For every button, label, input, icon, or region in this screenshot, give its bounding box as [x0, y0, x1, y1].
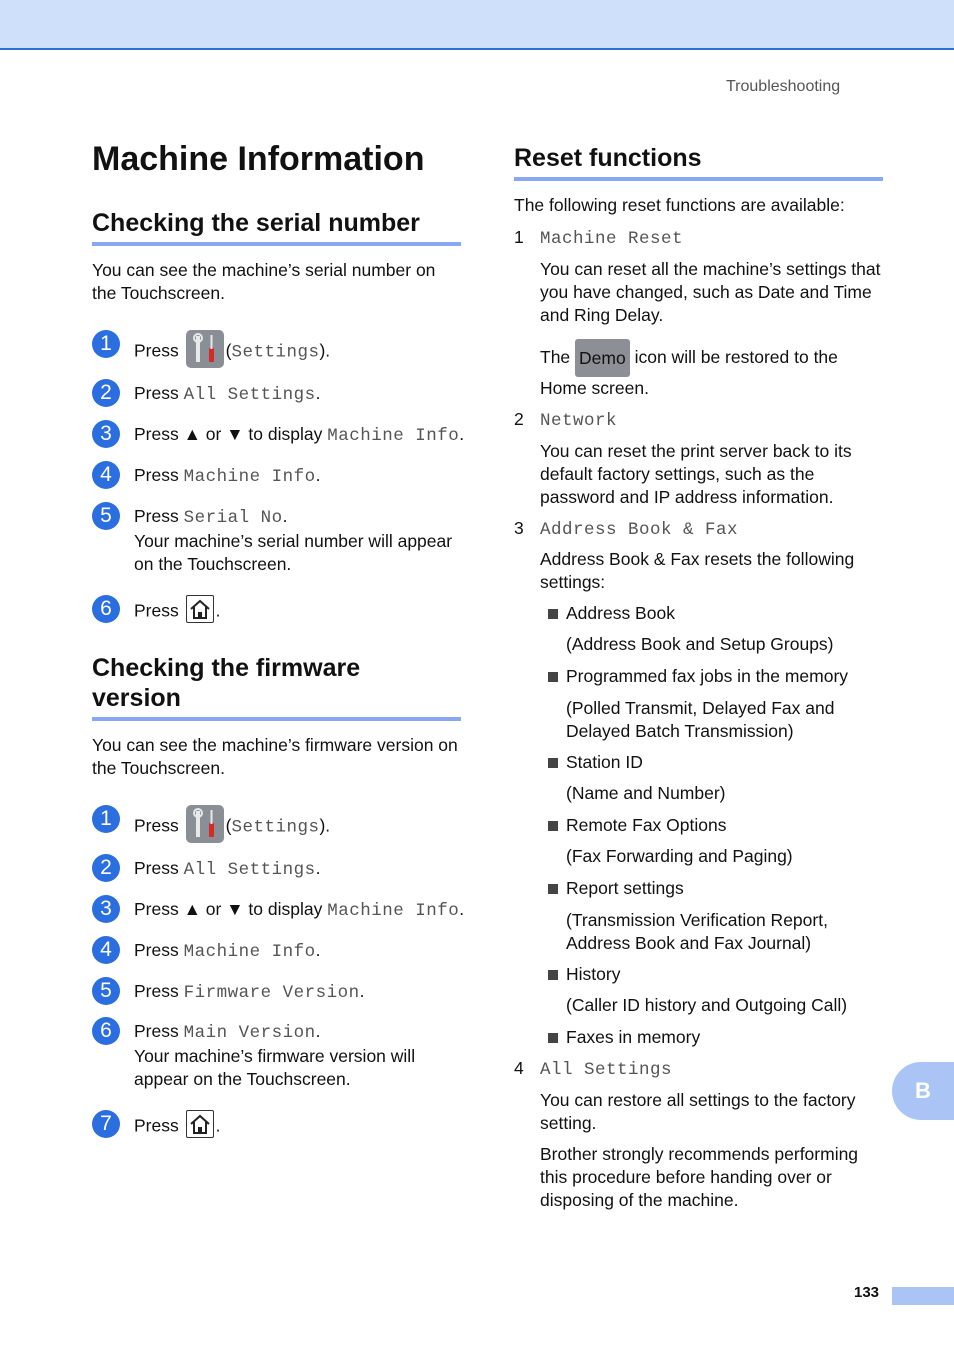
step-press: Press ▲ or ▼ to display: [134, 899, 328, 919]
menu-item-name: Machine Info: [183, 942, 316, 962]
step-number: 1: [92, 330, 120, 358]
reset-bullet: [548, 602, 675, 625]
reset-bullet-label: History: [566, 964, 621, 984]
step-number: 1: [92, 805, 120, 833]
reset-bullet-label: Report settings: [566, 878, 684, 898]
step-text: [134, 898, 474, 923]
firmware-heading-line2: version: [92, 684, 181, 712]
chapter-tab: B: [892, 1062, 954, 1120]
step-punct: ).: [319, 815, 331, 836]
menu-item-name: Machine Info: [183, 467, 316, 487]
step-punct: .: [315, 383, 321, 403]
reset-item2-label: Network: [540, 411, 618, 431]
reset-item4-label: All Settings: [540, 1060, 673, 1080]
step-punct: .: [282, 506, 288, 526]
reset-bullet-detail: (Transmission Verification Report, Address Book and Fax Journal): [566, 910, 828, 953]
reset-bullet: [548, 1026, 700, 1049]
firmware-intro: You can see the machine’s firmware version on the Touchscreen.: [92, 735, 458, 778]
home-icon: [186, 1110, 214, 1138]
step-press: Press ▲ or ▼ to display: [134, 424, 328, 444]
reset-item3-number: 3: [514, 518, 524, 538]
top-banner: [0, 0, 954, 50]
reset-bullet-detail: (Address Book and Setup Groups): [566, 634, 834, 654]
reset-item3-text: Address Book & Fax resets the following settings:: [540, 549, 855, 592]
menu-item-name: All Settings: [183, 860, 316, 880]
step-punct: .: [359, 981, 365, 1001]
step-text: [134, 598, 474, 626]
reset-bullet-label: Remote Fax Options: [566, 815, 727, 835]
menu-item-name: Machine Info: [327, 901, 460, 921]
reset-item2-number: 2: [514, 409, 524, 429]
reset-item1-note: [540, 338, 885, 377]
running-header: Troubleshooting: [726, 78, 841, 95]
reset-bullet: [548, 814, 726, 837]
reset-item1-label: Machine Reset: [540, 229, 684, 249]
reset-bullet: [548, 665, 848, 688]
paren-open: (: [225, 340, 232, 361]
step-number: 4: [92, 936, 120, 964]
reset-bullet-detail: (Caller ID history and Outgoing Call): [566, 995, 848, 1015]
step-number: 7: [92, 1110, 120, 1138]
step-number: 2: [92, 854, 120, 882]
menu-item-name: Machine Info: [327, 426, 460, 446]
serial-intro: You can see the machine’s serial number on the Touchscreen.: [92, 260, 436, 303]
reset-bullet-label: Faxes in memory: [566, 1027, 701, 1047]
reset-bullet-label: Programmed fax jobs in the memory: [566, 666, 849, 686]
step-punct: .: [315, 1021, 321, 1041]
home-icon: [186, 595, 214, 623]
step-note: Your machine’s serial number will appear on the Touchscreen.: [134, 531, 453, 574]
step-press: Press: [134, 506, 184, 526]
menu-item-name: Settings: [231, 342, 320, 363]
page-number: 133: [854, 1284, 880, 1301]
step-press: Press: [134, 600, 179, 621]
step-text: [134, 980, 474, 1005]
reset-item3-label: Address Book & Fax: [540, 520, 739, 540]
menu-item-name: Settings: [231, 817, 320, 838]
step-punct: .: [215, 1115, 221, 1136]
step-press: Press: [134, 465, 184, 485]
step-text: [134, 1020, 474, 1091]
step-punct: .: [315, 858, 321, 878]
step-punct: .: [315, 465, 321, 485]
step-number: 3: [92, 420, 120, 448]
step-number: 4: [92, 461, 120, 489]
step-text: [134, 382, 474, 407]
reset-bullet: [548, 751, 643, 774]
step-number: 5: [92, 977, 120, 1005]
step-press: Press: [134, 1021, 184, 1041]
step-note: Your machine’s firmware version will appear on the Touchscreen.: [134, 1046, 416, 1089]
step-text: [134, 464, 474, 489]
step-press: Press: [134, 1115, 179, 1136]
reset-item4-text2: Brother strongly recommends performing this procedure before handing over or disposing of the machine.: [540, 1144, 859, 1210]
reset-bullet-detail: (Name and Number): [566, 783, 726, 803]
menu-item-name: Serial No: [183, 508, 283, 528]
reset-item1-number: 1: [514, 227, 524, 247]
step-punct: .: [459, 899, 465, 919]
step-press: Press: [134, 858, 184, 878]
paren-open: (: [225, 815, 232, 836]
step-punct: .: [459, 424, 465, 444]
reset-bullet: [548, 877, 684, 900]
reset-item1-text: You can reset all the machine’s settings that you have changed, such as Date and Time and Ring Delay.: [540, 259, 881, 325]
reset-bullet-label: Address Book: [566, 603, 675, 623]
reset-item4-number: 4: [514, 1058, 524, 1078]
reset-item1-note-post: icon will be restored to the: [634, 347, 838, 367]
step-number: 2: [92, 379, 120, 407]
menu-item-name: Main Version: [183, 1023, 316, 1043]
demo-icon: Demo: [575, 339, 630, 377]
step-text: [134, 808, 474, 846]
step-text: [134, 1113, 474, 1141]
step-number: 6: [92, 595, 120, 623]
serial-heading: Checking the serial number: [92, 208, 461, 246]
step-number: 6: [92, 1017, 120, 1045]
reset-intro: The following reset functions are available:: [514, 195, 845, 215]
step-punct: .: [215, 600, 221, 621]
step-punct: ).: [319, 340, 331, 361]
step-press: Press: [134, 815, 179, 836]
settings-icon: [186, 805, 224, 843]
page-number-bar: [892, 1287, 954, 1305]
step-text: [134, 333, 474, 371]
step-press: Press: [134, 981, 184, 1001]
page-title: Machine Information: [92, 140, 425, 178]
reset-item2-text: You can reset the print server back to its default factory settings, such as the password and IP address information.: [540, 441, 852, 507]
menu-item-name: All Settings: [183, 385, 316, 405]
settings-icon: [186, 330, 224, 368]
step-text: [134, 423, 474, 448]
reset-bullet-label: Station ID: [566, 752, 643, 772]
step-press: Press: [134, 940, 184, 960]
firmware-heading: [92, 653, 461, 721]
reset-bullet-detail: (Fax Forwarding and Paging): [566, 846, 793, 866]
firmware-heading-line1: Checking the firmware: [92, 654, 361, 682]
step-punct: .: [315, 940, 321, 960]
reset-bullet-detail: (Polled Transmit, Delayed Fax and Delayed Batch Transmission): [566, 698, 835, 741]
step-press: Press: [134, 383, 184, 403]
menu-item-name: Firmware Version: [183, 983, 360, 1003]
step-text: [134, 505, 474, 576]
step-press: Press: [134, 340, 179, 361]
step-number: 5: [92, 502, 120, 530]
reset-bullet: [548, 963, 620, 986]
step-number: 3: [92, 895, 120, 923]
reset-item4-text1: You can restore all settings to the factory setting.: [540, 1090, 856, 1133]
step-text: [134, 857, 474, 882]
reset-item1-note-pre: The: [540, 347, 571, 367]
reset-heading: Reset functions: [514, 143, 883, 181]
reset-item1-note-line2: Home screen.: [540, 378, 649, 398]
step-text: [134, 939, 474, 964]
